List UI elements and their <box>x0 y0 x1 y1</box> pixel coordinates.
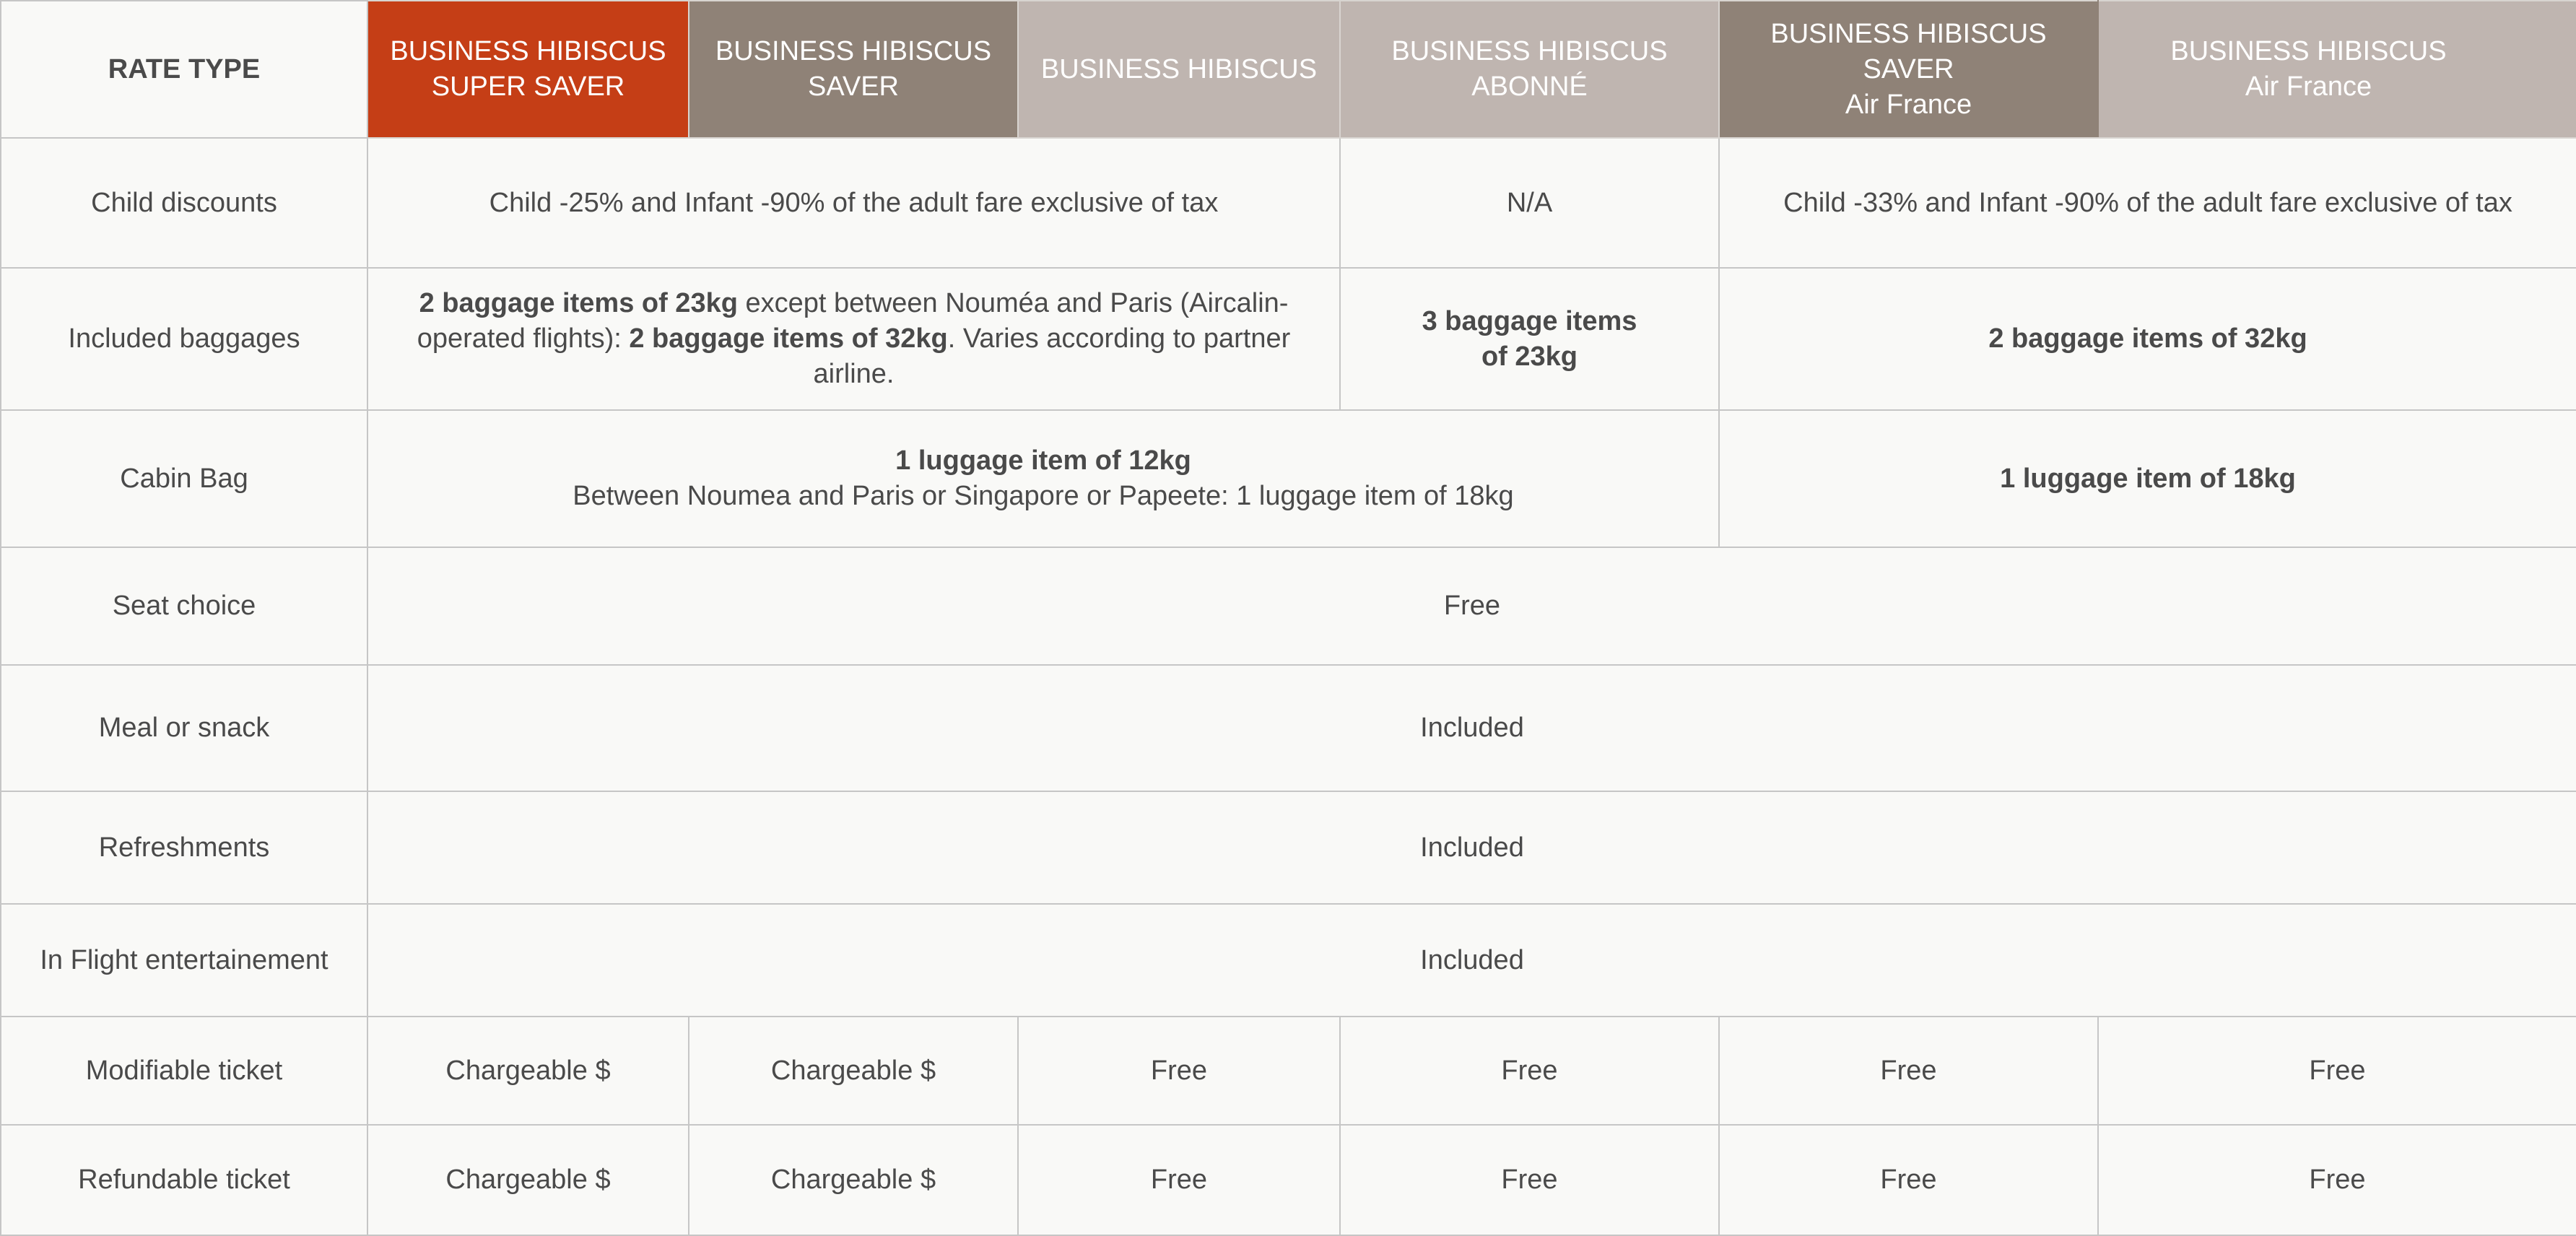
table-row <box>1 1017 2576 1125</box>
refundable-ticket-cell: Chargeable $ <box>689 1125 1018 1235</box>
fare-header-line1: BUSINESS HIBISCUS <box>2170 36 2447 66</box>
refundable-ticket-cell: Free <box>1719 1125 2098 1235</box>
meal-or-snack-value: Included <box>367 665 2576 791</box>
included-baggages-air-france: 2 baggage items of 32kg <box>1719 268 2576 410</box>
table-row <box>1 268 2576 410</box>
row-label-meal-or-snack: Meal or snack <box>1 665 367 791</box>
fare-header-line1: BUSINESS HIBISCUS SAVER <box>1770 18 2047 84</box>
cabin-bag-standard <box>367 410 1719 547</box>
baggage-allowance-bold: 2 baggage items of 23kg <box>419 288 738 318</box>
modifiable-ticket-cell: Free <box>1719 1017 2098 1125</box>
baggage-allowance-text: . Varies according to partner airline. <box>813 323 1291 389</box>
rate-type-header: RATE TYPE <box>1 1 367 138</box>
row-label-cabin-bag: Cabin Bag <box>1 410 367 547</box>
fare-header-saver-air-france <box>1719 1 2098 138</box>
cabin-bag-air-france: 1 luggage item of 18kg <box>1719 410 2576 547</box>
fare-header-abonne <box>1340 1 1719 138</box>
cabin-bag-allowance-bold: 1 luggage item of 12kg <box>895 445 1191 476</box>
baggage-allowance-bold: 2 baggage items of 32kg <box>629 323 948 354</box>
refreshments-value: Included <box>367 791 2576 904</box>
baggage-allowance-line2: of 23kg <box>1481 341 1578 372</box>
in-flight-entertainment-value: Included <box>367 904 2576 1017</box>
table-row <box>1 904 2576 1017</box>
fare-header-line1: BUSINESS HIBISCUS <box>1040 53 1318 84</box>
row-label-in-flight-entertainment: In Flight entertainement <box>1 904 367 1017</box>
baggage-allowance-line1: 3 baggage items <box>1422 305 1637 336</box>
fare-header-line1: BUSINESS HIBISCUS <box>390 36 666 66</box>
fare-header-line2: Air France <box>2245 71 2372 102</box>
fare-header-line1: BUSINESS HIBISCUS <box>715 36 992 66</box>
table-row <box>1 1125 2576 1235</box>
refundable-ticket-cell: Free <box>2098 1125 2576 1235</box>
fare-header-hibiscus-air-france <box>2098 1 2576 138</box>
modifiable-ticket-cell: Free <box>1018 1017 1340 1125</box>
seat-choice-value: Free <box>367 547 2576 665</box>
fare-header-saver <box>689 1 1018 138</box>
row-label-seat-choice: Seat choice <box>1 547 367 665</box>
refundable-ticket-cell: Chargeable $ <box>367 1125 689 1235</box>
fare-header-line1: BUSINESS HIBISCUS <box>1391 36 1668 66</box>
included-baggages-standard <box>367 268 1340 410</box>
refundable-ticket-cell: Free <box>1340 1125 1719 1235</box>
row-label-refundable-ticket: Refundable ticket <box>1 1125 367 1235</box>
header-row <box>1 1 2576 138</box>
refundable-ticket-cell: Free <box>1018 1125 1340 1235</box>
table-row <box>1 410 2576 547</box>
modifiable-ticket-cell: Chargeable $ <box>367 1017 689 1125</box>
fare-header-line2: SAVER <box>807 71 899 102</box>
fare-header-hibiscus <box>1018 1 1340 138</box>
child-discounts-air-france: Child -33% and Infant -90% of the adult fare exclusive of tax <box>1719 138 2576 268</box>
fare-header-line2: Air France <box>1845 89 1972 120</box>
fare-header-super-saver <box>367 1 689 138</box>
fare-header-line2: SUPER SAVER <box>431 71 625 102</box>
table-row <box>1 138 2576 268</box>
row-label-modifiable-ticket: Modifiable ticket <box>1 1017 367 1125</box>
included-baggages-abonne <box>1340 268 1719 410</box>
modifiable-ticket-cell: Free <box>2098 1017 2576 1125</box>
table-row <box>1 547 2576 665</box>
row-label-included-baggages: Included baggages <box>1 268 367 410</box>
child-discounts-standard: Child -25% and Infant -90% of the adult fare exclusive of tax <box>367 138 1340 268</box>
modifiable-ticket-cell: Free <box>1340 1017 1719 1125</box>
child-discounts-abonne: N/A <box>1340 138 1719 268</box>
modifiable-ticket-cell: Chargeable $ <box>689 1017 1018 1125</box>
row-label-child-discounts: Child discounts <box>1 138 367 268</box>
fare-header-line2: ABONNÉ <box>1471 71 1588 102</box>
table-row <box>1 791 2576 904</box>
baggage-allowance-text: except between Nouméa and Paris (Aircalin-operated flights): <box>417 288 1289 354</box>
table-row <box>1 665 2576 791</box>
cabin-bag-allowance-text: Between Noumea and Paris or Singapore or Papeete: 1 luggage item of 18kg <box>573 481 1514 511</box>
row-label-refreshments: Refreshments <box>1 791 367 904</box>
